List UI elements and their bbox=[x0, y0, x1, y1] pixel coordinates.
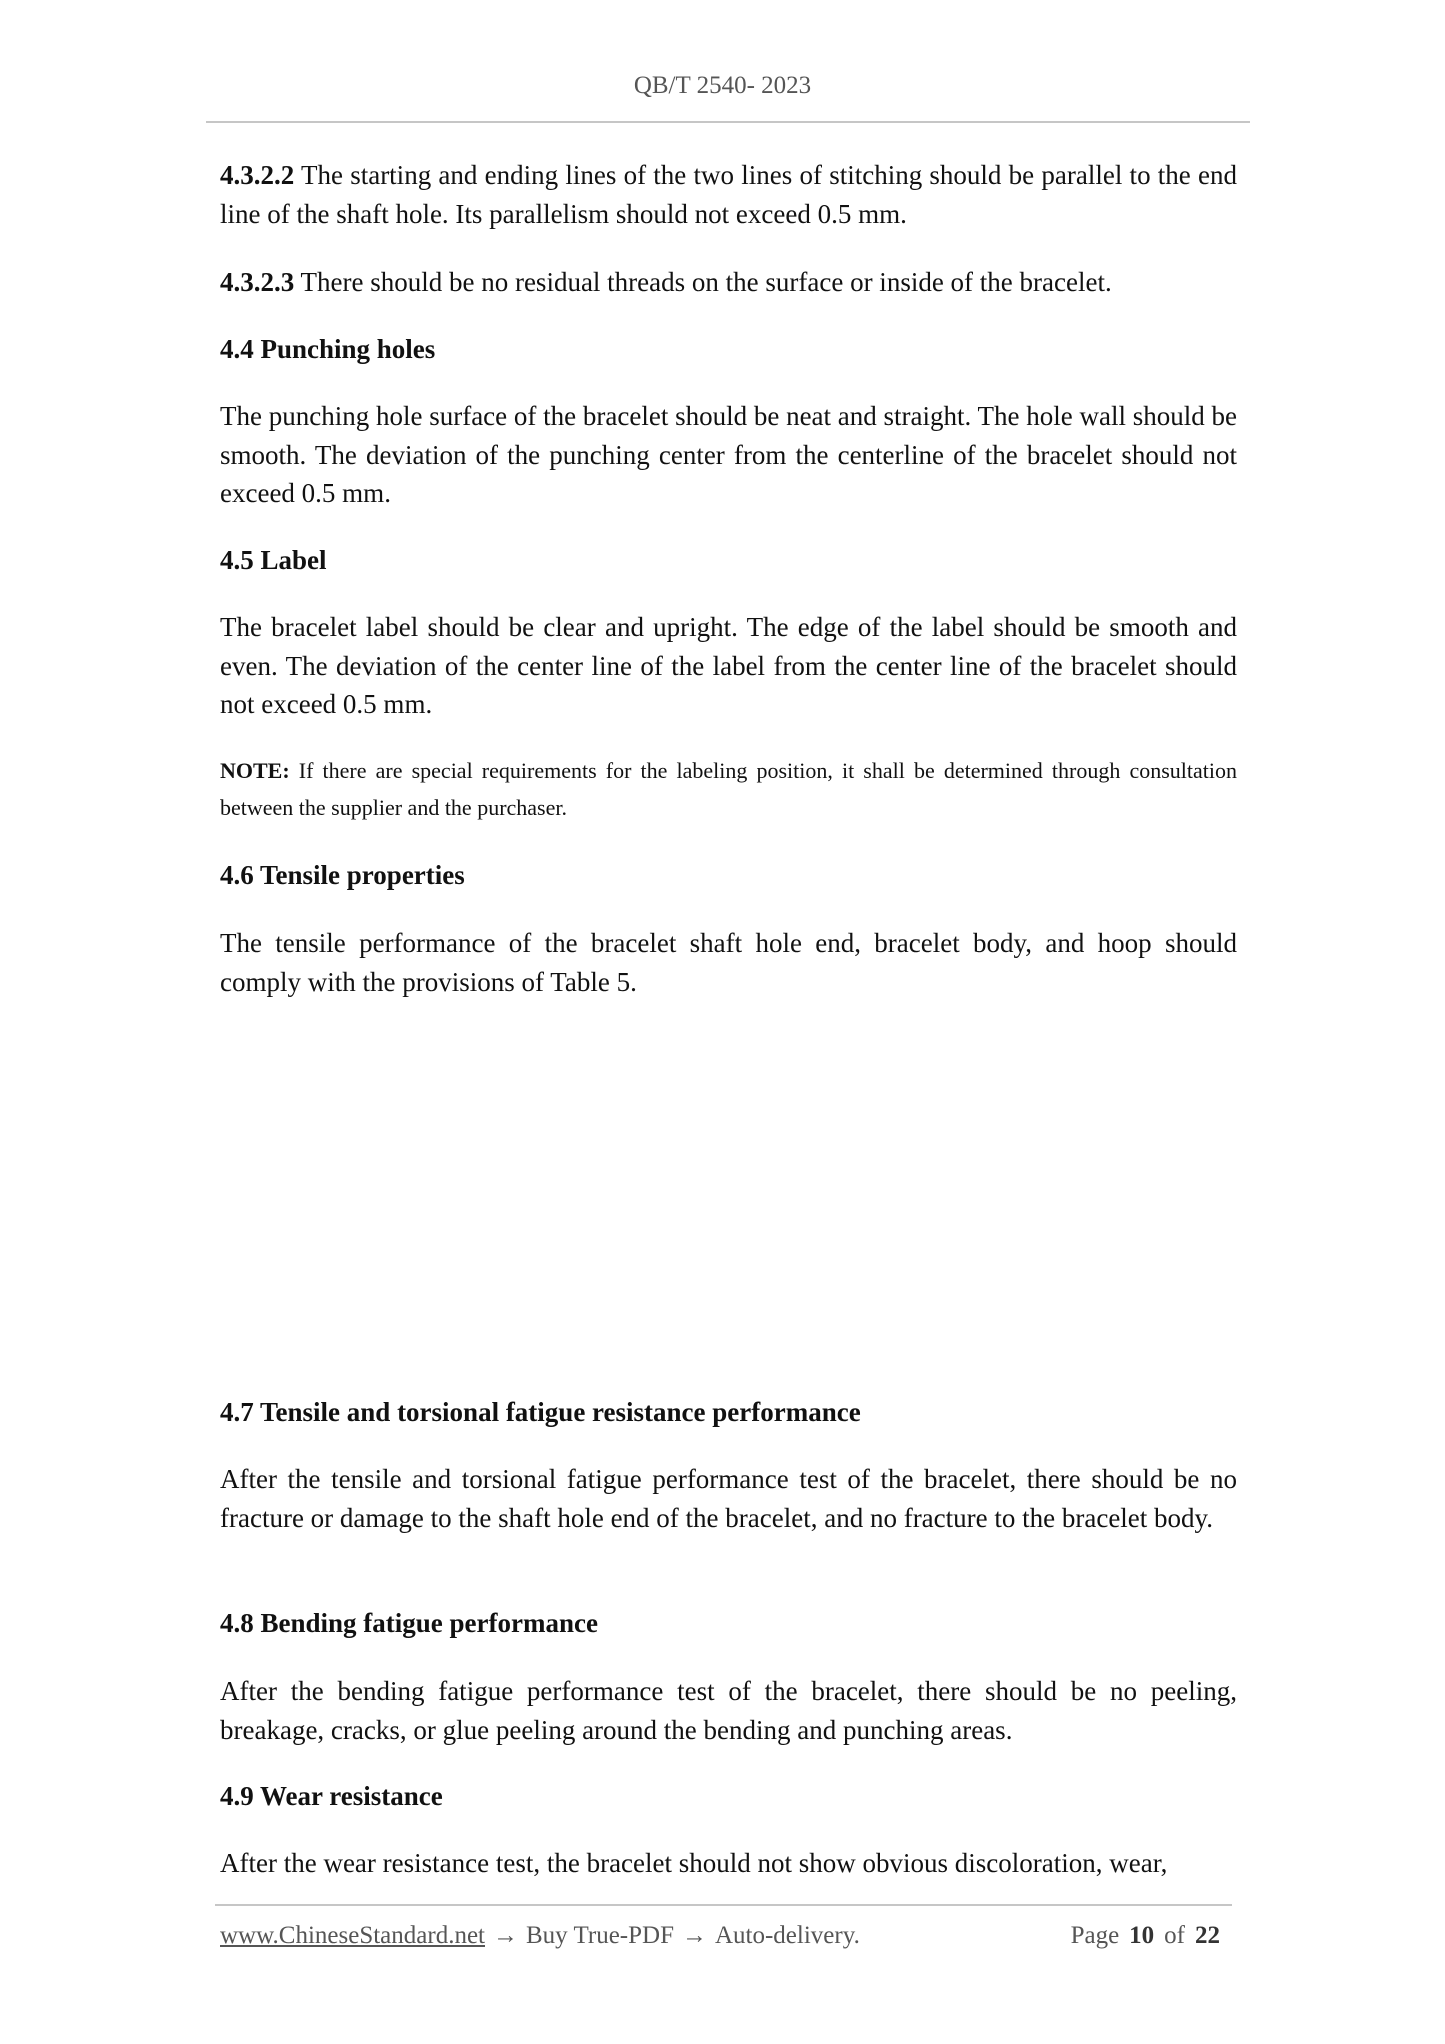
section-4-4-body bbox=[220, 397, 1237, 513]
chinesestandard-link[interactable]: www.ChineseStandard.net bbox=[220, 1922, 485, 1949]
section-4-8-body bbox=[220, 1672, 1237, 1749]
section-heading: 4.6 Tensile properties bbox=[220, 860, 465, 890]
section-paragraph: The punching hole surface of the bracelet should be neat and straight. The hole wall should be smooth. The deviation of the punching center from the centerline of the bracelet should not exceed 0.5 mm. bbox=[220, 401, 1237, 508]
section-4-6 bbox=[220, 856, 1237, 895]
section-paragraph: After the wear resistance test, the bracelet should not show obvious discoloration, wear, bbox=[220, 1848, 1168, 1878]
clause-number: 4.3.2.2 bbox=[220, 160, 295, 190]
clause-text: There should be no residual threads on the surface or inside of the bracelet. bbox=[294, 267, 1112, 297]
clause-text: The starting and ending lines of the two lines of stitching should be parallel to the end line of the shaft hole. Its parallelism should not exceed 0.5 mm. bbox=[220, 160, 1237, 229]
section-heading: 4.7 Tensile and torsional fatigue resistance performance bbox=[220, 1397, 861, 1427]
section-4-5-note bbox=[220, 752, 1237, 826]
page-current: 10 bbox=[1129, 1922, 1155, 1949]
auto-delivery-text: Auto-delivery. bbox=[714, 1922, 860, 1949]
section-4-5 bbox=[220, 541, 1237, 580]
section-4-3-2-3 bbox=[220, 263, 1237, 302]
section-paragraph: The tensile performance of the bracelet shaft hole end, bracelet body, and hoop should comply with the provisions of Table 5. bbox=[220, 928, 1237, 997]
section-heading: 4.5 Label bbox=[220, 545, 327, 575]
page-total: 22 bbox=[1195, 1922, 1220, 1949]
note-text: If there are special requirements for the labeling position, it shall be determined through consultation between the supplier and the purchaser. bbox=[220, 758, 1237, 820]
page-of: of bbox=[1164, 1922, 1185, 1949]
section-paragraph: After the tensile and torsional fatigue performance test of the bracelet, there should be no fracture or damage to the shaft hole end of the bracelet, and no fracture to the bracelet body. bbox=[220, 1464, 1237, 1533]
page-footer bbox=[220, 1922, 1230, 1950]
arrow-right-icon: → bbox=[681, 1922, 707, 1949]
section-paragraph: After the bending fatigue performance test of the bracelet, there should be no peeling, breakage, cracks, or glue peeling around the bending and punching areas. bbox=[220, 1676, 1237, 1745]
section-4-9 bbox=[220, 1777, 1237, 1816]
section-heading: 4.8 Bending fatigue performance bbox=[220, 1608, 598, 1638]
section-4-4 bbox=[220, 330, 1237, 369]
arrow-right-icon: → bbox=[493, 1922, 518, 1949]
section-paragraph: The bracelet label should be clear and upright. The edge of the label should be smooth and even. The deviation of the center line of the label from the center line of the bracelet should not exceed 0.5 mm. bbox=[220, 612, 1237, 719]
section-heading: 4.4 Punching holes bbox=[220, 334, 436, 364]
footer-divider bbox=[215, 1904, 1232, 1906]
page-indicator bbox=[1071, 1922, 1230, 1950]
section-4-7-body bbox=[220, 1460, 1237, 1537]
header-divider bbox=[206, 121, 1250, 123]
section-4-7 bbox=[220, 1393, 1237, 1432]
buy-true-pdf-text: Buy True-PDF bbox=[526, 1922, 674, 1949]
section-4-6-body bbox=[220, 924, 1237, 1001]
section-4-5-body bbox=[220, 608, 1237, 724]
note-label: NOTE: bbox=[220, 758, 290, 783]
section-4-8 bbox=[220, 1604, 1237, 1643]
section-4-3-2-2 bbox=[220, 156, 1237, 233]
document-id-header: QB/T 2540- 2023 bbox=[633, 72, 812, 99]
section-4-9-body bbox=[220, 1844, 1237, 1883]
clause-number: 4.3.2.3 bbox=[220, 267, 295, 297]
page-label: Page bbox=[1070, 1922, 1120, 1949]
section-heading: 4.9 Wear resistance bbox=[220, 1781, 443, 1811]
